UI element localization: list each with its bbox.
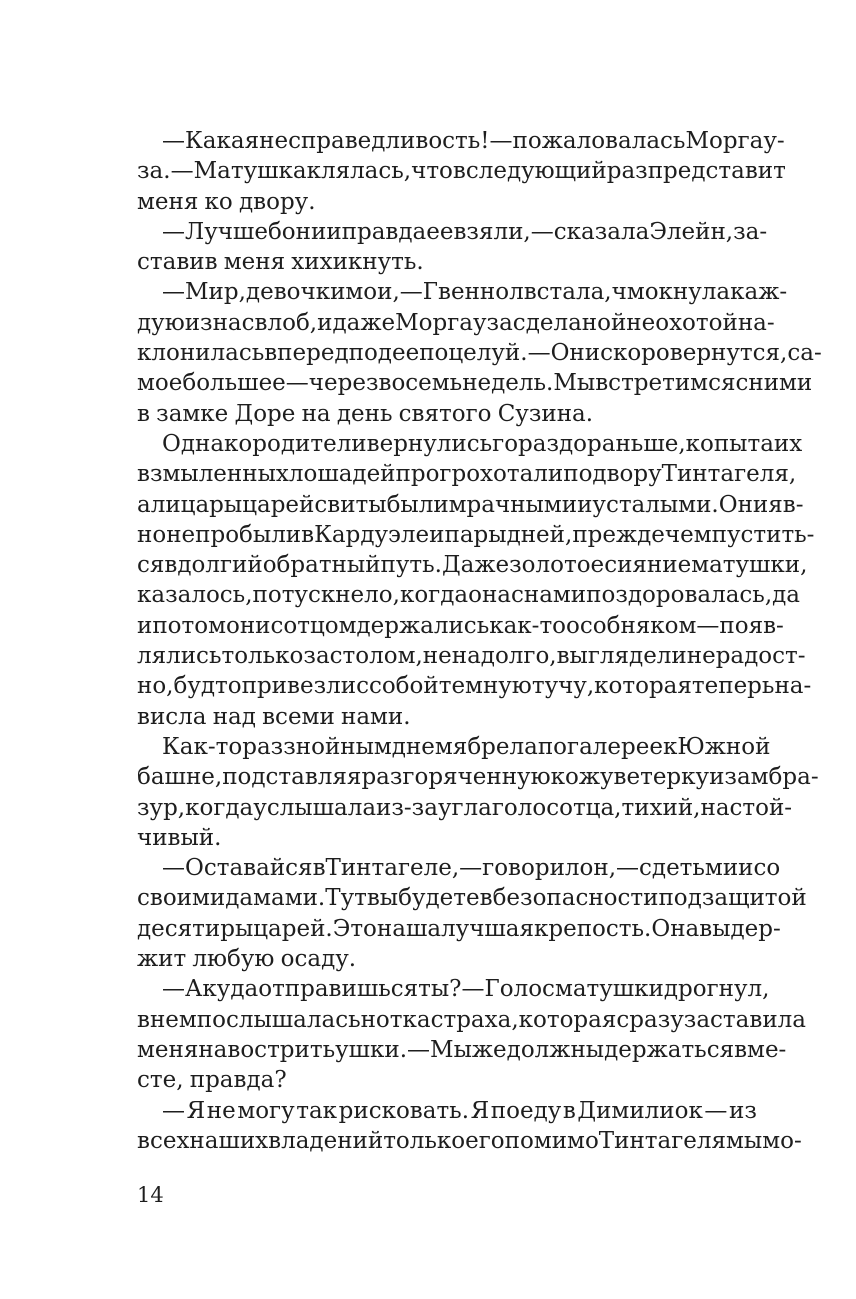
text-line: — Я не могу так рисковать. Я поеду в Димилиок — из (162, 1097, 757, 1124)
text-line: ся в долгий обратный путь. Даже золотое сияние матушки, (137, 552, 808, 579)
text-line: за. — Матушка клялась, что в следующий раз представит (137, 158, 786, 185)
text-line: — Какая несправедливость! — пожаловалась Моргау- (162, 128, 785, 154)
text-line: — Лучше б они и правда ее взяли, — сказала Элейн, за- (162, 218, 768, 245)
page-number: 14 (137, 1183, 164, 1207)
text-line: и потом они с отцом держались как-то особняком — появ- (137, 612, 784, 639)
text-line: в замке Доре на день святого Сузина. (137, 400, 594, 427)
body-text (137, 126, 822, 1156)
text-line: а лица рыцарей свиты были мрачными и усталыми. Они яв- (137, 491, 804, 518)
text-line: десяти рыцарей. Это наша лучшая крепость. Она выдер- (137, 915, 781, 942)
text-line: но не пробыли в Кардуэле и пары дней, прежде чем пустить- (137, 521, 815, 548)
paragraph (137, 217, 768, 278)
text-line: своими дамами. Тут вы будете в безопасности под защитой (137, 885, 807, 912)
text-line: — Оставайся в Тинтагеле, — говорил он, — с детьми и со (162, 855, 781, 882)
text-line: башне, подставляя разгоряченную кожу ветерку из амбра- (137, 764, 819, 791)
paragraph (137, 1096, 802, 1157)
paragraph (137, 277, 822, 428)
text-line: в нем послышалась нотка страха, которая сразу заставила (137, 1006, 806, 1033)
text-line: но, будто привезли с собой темную тучу, которая теперь на- (137, 673, 812, 700)
text-line: висла над всеми нами. (137, 703, 411, 730)
text-line: дую из нас в лоб, и даже Моргауза с деланой неохотой на- (137, 309, 775, 336)
text-line: клонилась вперед под ее поцелуй. — Они скоро вернутся, са- (137, 340, 822, 367)
text-line: чивый. (137, 824, 222, 851)
text-line: Как-то раз знойным днем я брела по галерее к Южной (162, 733, 771, 760)
text-line: ставив меня хихикнуть. (137, 249, 424, 276)
text-line: лялись только за столом, ненадолго, выглядели нерадост- (137, 643, 806, 670)
paragraph (137, 974, 806, 1095)
text-line: Однако родители вернулись гораздо раньше, копыта их (162, 430, 803, 457)
paragraph (137, 126, 786, 217)
text-line: всех наших владений только его помимо Тинтагеля мы мо- (137, 1127, 802, 1154)
text-line: зур, когда услышала из-за угла голос отца, тихий, настой- (137, 794, 793, 821)
text-line: — Мир, девочки мои, — Гвеннол встала, чмокнула каж- (162, 279, 788, 306)
text-line: взмыленных лошадей прогрохотали по двору Тинтагеля, (137, 461, 797, 488)
paragraph (137, 732, 819, 853)
text-line: мое большее — через восемь недель. Мы встретимся с ними (137, 370, 813, 397)
text-line: меня навострить ушки. — Мы же должны держаться вме- (137, 1036, 787, 1063)
text-line: меня ко двору. (137, 188, 316, 215)
text-line: — А куда отправишься ты? — Голос матушки дрогнул, (162, 976, 770, 1003)
paragraph (137, 853, 807, 974)
text-line: сте, правда? (137, 1067, 287, 1094)
text-line: казалось, потускнело, когда она с нами поздоровалась, да (137, 582, 801, 609)
paragraph (137, 429, 815, 732)
text-line: жит любую осаду. (137, 946, 357, 973)
